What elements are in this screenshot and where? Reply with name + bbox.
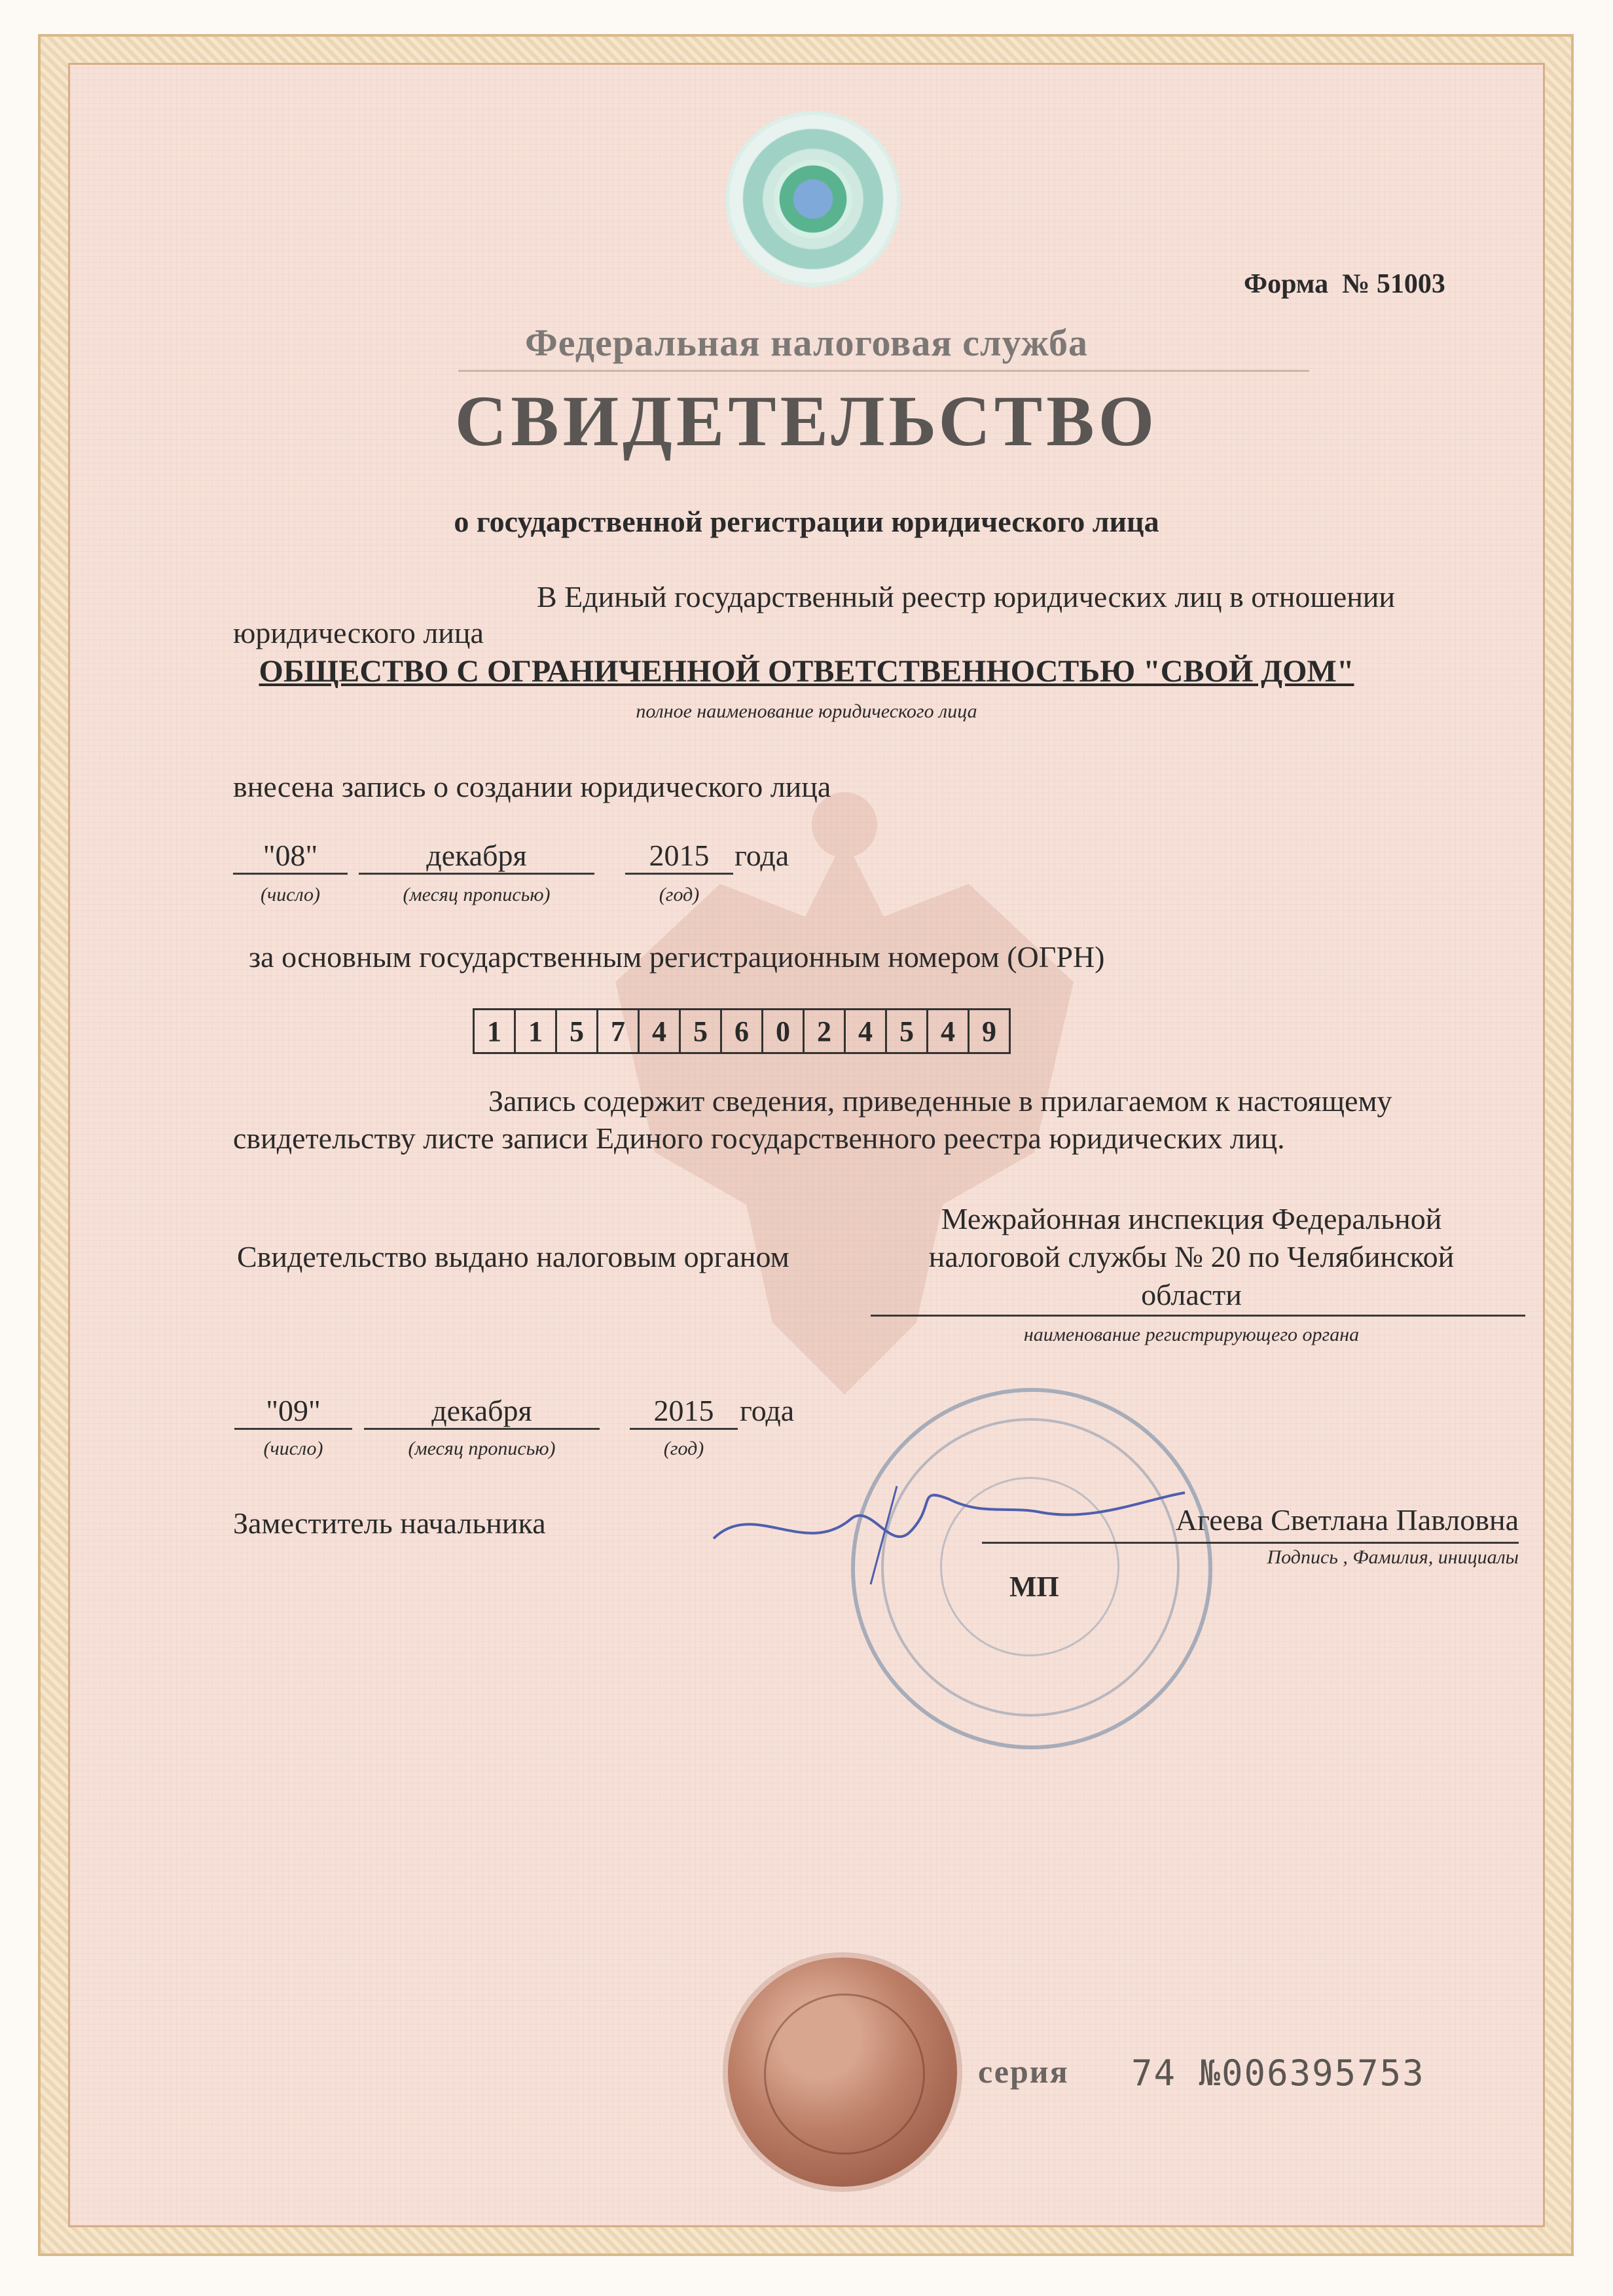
- record-year: 2015: [625, 838, 733, 875]
- record-month-caption: (месяц прописью): [403, 884, 551, 905]
- authority-underline: [871, 1315, 1525, 1317]
- issued-label: Свидетельство выдано налоговым органом: [237, 1240, 789, 1273]
- ogrn-digit: 7: [598, 1010, 640, 1052]
- stamp-place-label: МП: [1009, 1571, 1059, 1603]
- entity-caption: полное наименование юридического лица: [636, 701, 977, 722]
- ogrn-digit: 4: [846, 1010, 887, 1052]
- ogrn-digit: 5: [887, 1010, 928, 1052]
- ogrn-box: [473, 1008, 1011, 1054]
- record-month: декабря: [359, 838, 594, 875]
- form-number: [1244, 268, 1445, 300]
- record-day: "08": [233, 838, 348, 875]
- record-year-suffix: года: [734, 839, 789, 872]
- ogrn-digit: 4: [640, 1010, 681, 1052]
- record-day-caption: (число): [260, 884, 321, 905]
- contains-line-1: Запись содержит сведения, приведенные в прилагаемом к настоящему: [488, 1084, 1392, 1118]
- ogrn-digit: 5: [557, 1010, 598, 1052]
- authority-line-3: области: [1141, 1278, 1242, 1311]
- embossed-seal-icon: [728, 1958, 957, 2187]
- signer-name: Агеева Светлана Павловна: [1175, 1503, 1519, 1537]
- handwritten-signature: [700, 1460, 1198, 1591]
- ogrn-digit: 5: [681, 1010, 722, 1052]
- issue-year-suffix: года: [740, 1394, 795, 1427]
- entity-name: ОБЩЕСТВО С ОГРАНИЧЕННОЙ ОТВЕТСТВЕННОСТЬЮ "СВОЙ ДОМ": [259, 654, 1354, 689]
- signer-position: Заместитель начальника: [233, 1506, 546, 1540]
- issue-month: декабря: [364, 1393, 600, 1430]
- issue-month-caption: (месяц прописью): [408, 1438, 556, 1459]
- ogrn-digit: 1: [516, 1010, 557, 1052]
- signature-underline: [982, 1542, 1519, 1544]
- ogrn-digit: 9: [982, 1015, 996, 1048]
- ogrn-digit: 4: [928, 1010, 970, 1052]
- record-text: внесена запись о создании юридического лица: [233, 770, 831, 803]
- issue-year: 2015: [630, 1393, 738, 1430]
- series-label: серия: [978, 2053, 1069, 2090]
- hologram-emblem-icon: [725, 111, 901, 287]
- contains-line-2: свидетельству листе записи Единого государственного реестра юридических лиц.: [233, 1121, 1285, 1155]
- intro-line-2: юридического лица: [233, 616, 484, 649]
- agency-name: Федеральная налоговая служба: [524, 321, 1089, 364]
- ogrn-digit: 0: [763, 1010, 805, 1052]
- ogrn-digit: 1: [475, 1010, 516, 1052]
- issue-year-caption: (год): [663, 1438, 704, 1459]
- intro-line-1: В Единый государственный реестр юридических лиц в отношении: [537, 580, 1396, 613]
- agency-divider: [458, 370, 1309, 372]
- form-number-value: № 51003: [1342, 269, 1445, 299]
- document-subtitle: о государственной регистрации юридического лица: [454, 505, 1159, 538]
- issue-day: "09": [234, 1393, 352, 1430]
- ogrn-label: за основным государственным регистрационным номером (ОГРН): [249, 940, 1105, 974]
- authority-line-2: налоговой службы № 20 по Челябинской: [928, 1240, 1455, 1273]
- ogrn-digit: 2: [805, 1010, 846, 1052]
- authority-caption: наименование регистрирующего органа: [1023, 1324, 1360, 1345]
- record-year-caption: (год): [659, 884, 700, 905]
- signer-caption: Подпись , Фамилия, инициалы: [1267, 1546, 1519, 1568]
- authority-line-1: Межрайонная инспекция Федеральной: [941, 1202, 1442, 1235]
- issue-day-caption: (число): [263, 1438, 323, 1459]
- document-title: СВИДЕТЕЛЬСТВО: [454, 381, 1159, 461]
- series-number: 74 №006395753: [1131, 2052, 1425, 2094]
- ogrn-digit: 6: [722, 1010, 763, 1052]
- form-label: Форма: [1244, 269, 1329, 299]
